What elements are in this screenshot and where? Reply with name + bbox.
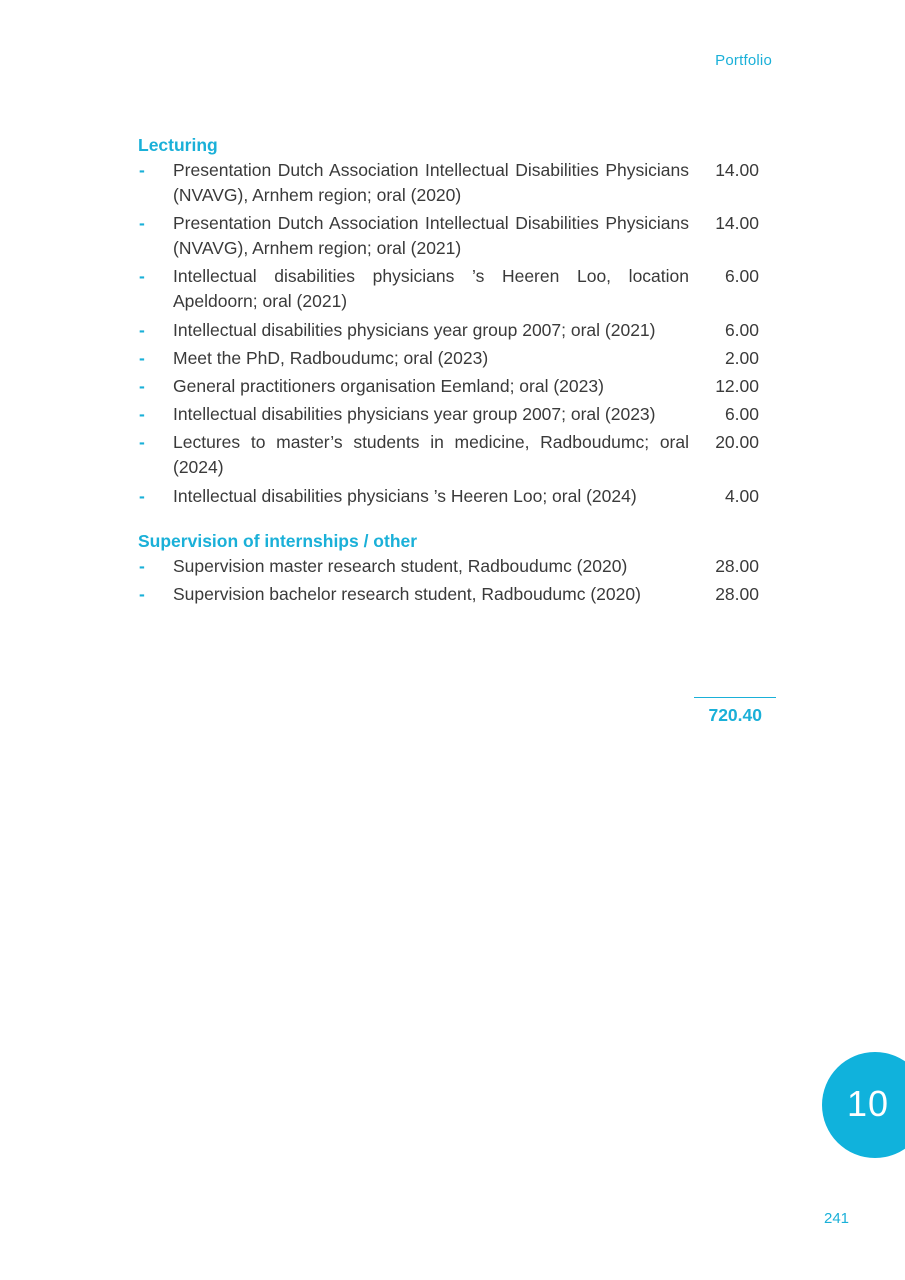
section-heading: Supervision of internships / other: [138, 530, 418, 551]
total-value: 720.40: [708, 705, 762, 725]
list-item: [138, 374, 778, 399]
list-item: [138, 402, 778, 427]
bullet-dash: -: [139, 347, 145, 368]
entry-text: Lectures to master’s students in medicine, Radboudumc; oral (2024): [173, 432, 689, 478]
entry-value: 4.00: [724, 485, 759, 506]
entry-value: 2.00: [724, 347, 759, 368]
bullet-dash: -: [139, 485, 145, 506]
entry-list: [138, 158, 778, 509]
entry-text: Presentation Dutch Association Intellectual Disabilities Physicians (NVAVG), Arnhem region; oral (2020): [173, 160, 689, 205]
running-header: Portfolio: [715, 52, 772, 69]
entry-value: 6.00: [724, 404, 759, 425]
entry-text: General practitioners organisation Eemland; oral (2023): [173, 375, 604, 396]
section-heading: Lecturing: [138, 135, 218, 155]
bullet-dash: -: [139, 375, 145, 396]
entry-value: 14.00: [715, 160, 759, 180]
section-supervision: [138, 530, 778, 607]
page-number: 241: [824, 1210, 850, 1227]
section-lecturing: [138, 134, 778, 509]
bullet-dash: -: [139, 555, 145, 576]
list-item: [138, 158, 778, 208]
entry-text: Intellectual disabilities physicians ’s Heeren Loo; oral (2024): [173, 485, 637, 506]
portfolio-content: [138, 134, 778, 610]
bullet-dash: -: [139, 432, 145, 453]
chapter-number: 10: [847, 1083, 890, 1124]
total-divider: [694, 697, 776, 698]
list-item: [138, 554, 778, 579]
entry-text: Intellectual disabilities physicians ’s Heeren Loo, location Apeldoorn; oral (2021): [173, 266, 689, 312]
entry-text: Presentation Dutch Association Intellectual Disabilities Physicians (NVAVG), Arnhem region; oral (2021): [173, 213, 689, 259]
entry-text: Supervision bachelor research student, Radboudumc (2020): [173, 583, 641, 604]
entry-value: 28.00: [715, 583, 759, 604]
bullet-dash: -: [139, 266, 145, 287]
list-item: [138, 211, 778, 261]
bullet-dash: -: [139, 160, 145, 180]
list-item: [138, 346, 778, 371]
bullet-dash: -: [139, 213, 145, 234]
entry-text: Supervision master research student, Radboudumc (2020): [173, 555, 628, 576]
entry-value: 12.00: [715, 375, 759, 396]
entry-list: [138, 554, 778, 607]
list-item: [138, 318, 778, 343]
bullet-dash: -: [139, 583, 145, 604]
entry-text: Meet the PhD, Radboudumc; oral (2023): [173, 347, 489, 368]
bullet-dash: -: [139, 319, 145, 340]
list-item: [138, 430, 778, 480]
bullet-dash: -: [139, 404, 145, 425]
entry-text: Intellectual disabilities physicians year group 2007; oral (2021): [173, 319, 656, 340]
entry-value: 14.00: [715, 213, 759, 234]
list-item: [138, 582, 778, 607]
entry-value: 28.00: [715, 555, 759, 576]
entry-value: 20.00: [715, 432, 759, 453]
entry-value: 6.00: [724, 319, 759, 340]
list-item: [138, 484, 778, 509]
entry-text: Intellectual disabilities physicians year group 2007; oral (2023): [173, 404, 656, 425]
entry-value: 6.00: [724, 266, 759, 287]
list-item: [138, 264, 778, 314]
